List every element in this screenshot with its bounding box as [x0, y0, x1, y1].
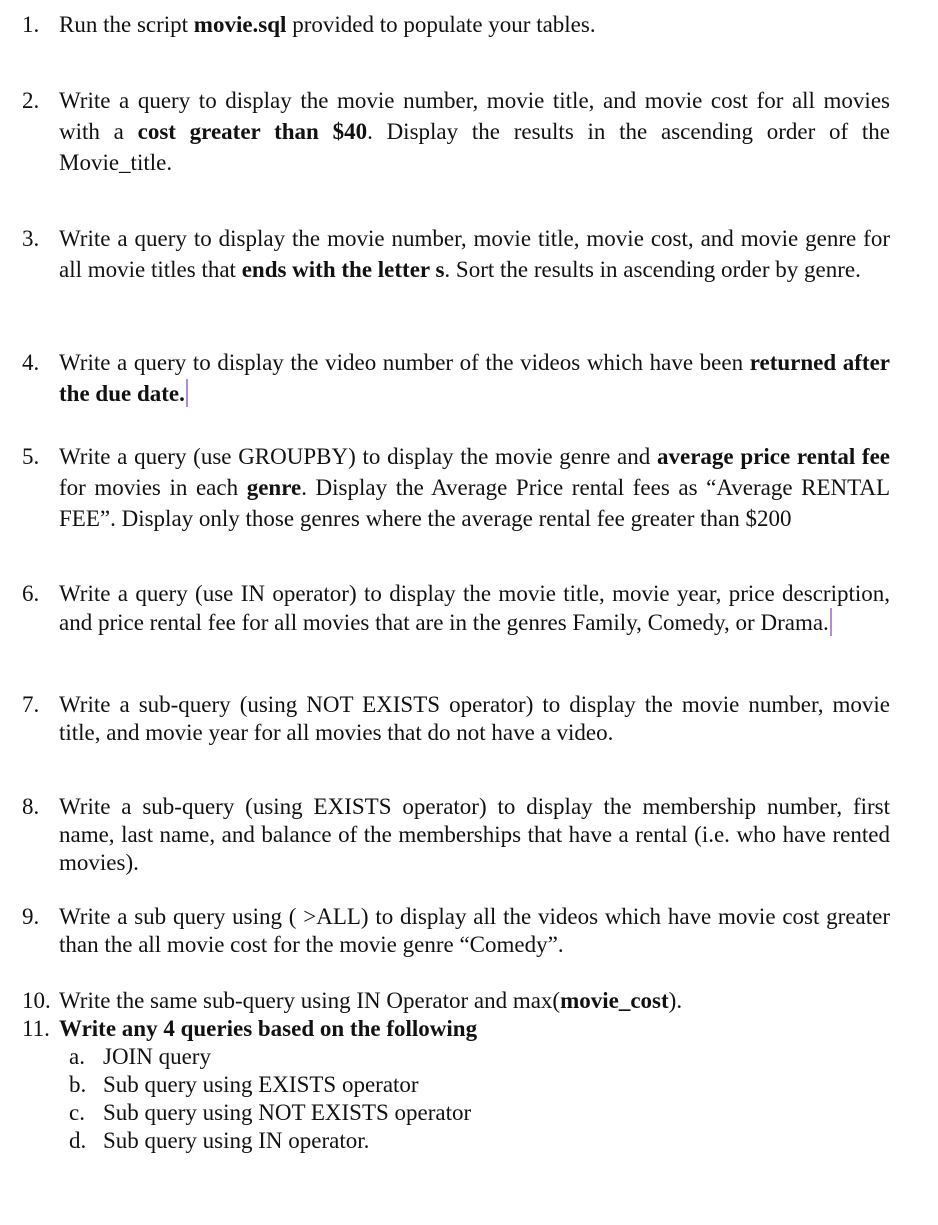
- sub-item-letter: a.: [69, 1044, 85, 1069]
- item-number: 11.: [22, 1016, 50, 1041]
- list-item-6: [22, 580, 890, 637]
- item-number: 8.: [22, 794, 40, 819]
- item-text: Write a query (use IN operator) to display the movie title, movie year, price description, and price rental fee for all movies that are in the genres Family, Comedy, or Drama.: [59, 581, 890, 635]
- list-item-7: [22, 691, 890, 747]
- sub-item-text: JOIN query: [103, 1044, 211, 1069]
- sub-item-b: [69, 1071, 419, 1099]
- item-text: Write a sub-query (using NOT EXISTS operator) to display the movie number, movie title, and movie year for all movies that do not have a video.: [59, 692, 890, 745]
- list-item-11: [22, 1015, 890, 1043]
- item-number: 6.: [22, 581, 40, 606]
- item-text: Write a query to display the movie number, movie title, movie cost, and movie genre for all movie titles that ends with the letter s. Sort the results in ascending order by genre.: [59, 226, 890, 282]
- item-text: Write a sub query using ( >ALL) to display all the videos which have movie cost greater than the all movie cost for the movie genre “Comedy”.: [59, 904, 890, 957]
- sub-item-text: Sub query using IN operator.: [103, 1128, 370, 1153]
- script-filename: movie.sql: [193, 12, 287, 37]
- item-text: Write a sub-query (using EXISTS operator) to display the membership number, first name, last name, and balance of the memberships that have a rental (i.e. who have rented movies).: [59, 794, 890, 875]
- emphasis-text: ends with the letter s: [241, 257, 445, 282]
- emphasis-text: returned after the due date.: [59, 350, 891, 406]
- sub-item-d: [69, 1127, 369, 1155]
- sub-item-text: Sub query using NOT EXISTS operator: [103, 1100, 472, 1125]
- list-item-3: [22, 223, 890, 285]
- item-number: 3.: [22, 226, 40, 251]
- item-text: Write a query (use GROUPBY) to display the movie genre and average price rental fee for movies in each genre. Display the Average Price rental fees as “Average RENTAL FEE”. Display only those genres where the average rental fee greater than $200: [59, 444, 891, 531]
- list-item-5: [22, 441, 890, 534]
- text-cursor: [830, 608, 832, 636]
- sub-item-text: Sub query using EXISTS operator: [103, 1072, 419, 1097]
- sub-item-letter: c.: [69, 1100, 85, 1125]
- item-text: [59, 1015, 890, 1043]
- item-number: 5.: [22, 444, 40, 469]
- item-number: 10.: [22, 988, 51, 1013]
- text-cursor: [186, 379, 188, 407]
- emphasis-text: movie_cost: [560, 988, 669, 1013]
- sub-item-c: [69, 1099, 471, 1127]
- item-number: 4.: [22, 350, 40, 375]
- item-text: Run the script movie.sql provided to populate your tables.: [59, 12, 596, 37]
- list-item-1: [22, 9, 890, 40]
- list-item-9: [22, 903, 890, 959]
- item-text: Write a query to display the movie number, movie title, and movie cost for all movies with a cost greater than $40. Display the results in the ascending order of the Movie_title.: [59, 88, 890, 175]
- emphasis-text: cost greater than $40: [137, 119, 368, 144]
- item-text: Write a query to display the video number of the videos which have been returned after the due date.: [59, 350, 891, 406]
- list-item-10: [22, 987, 890, 1015]
- item-number: 1.: [22, 12, 40, 37]
- list-item-4: [22, 347, 890, 409]
- item-number: 2.: [22, 88, 40, 113]
- sub-item-letter: d.: [69, 1128, 87, 1153]
- item-number: 9.: [22, 904, 40, 929]
- item-text: Write the same sub-query using IN Operator and max(movie_cost).: [59, 988, 683, 1013]
- item-number: 7.: [22, 692, 40, 717]
- emphasis-text: genre: [246, 475, 302, 500]
- emphasis-text: Write any 4 queries based on the following: [59, 1016, 478, 1041]
- list-item-8: [22, 793, 890, 877]
- emphasis-text: average price rental fee: [657, 444, 891, 469]
- sub-item-a: [69, 1043, 211, 1071]
- list-item-2: [22, 85, 890, 178]
- sub-item-letter: b.: [69, 1072, 87, 1097]
